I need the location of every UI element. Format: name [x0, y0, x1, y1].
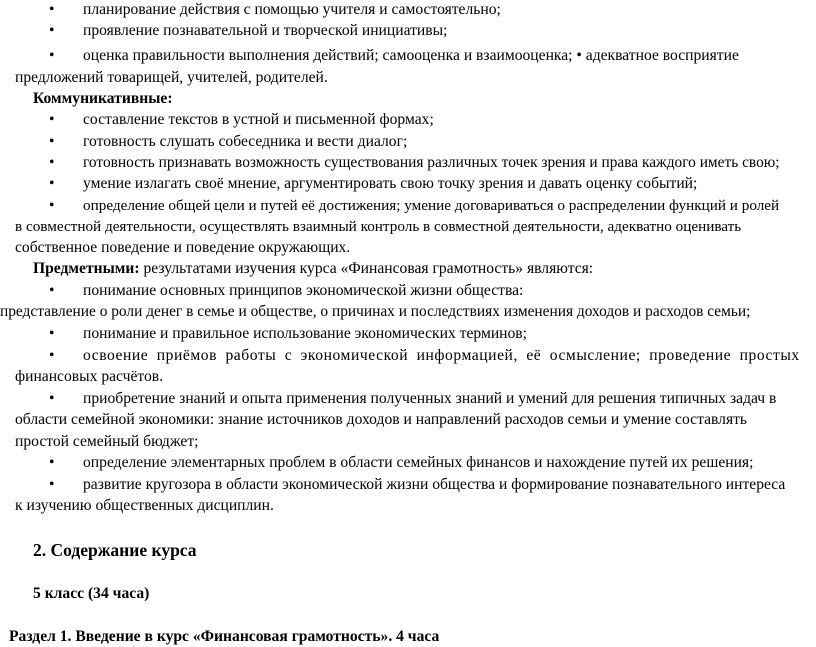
list-item-continuation: представление о роли денег в семье и обществе, о причинах и последствиях изменения доходов и расходов семьи; [0, 303, 751, 320]
list-item: составление текстов в устной и письменной формах; [83, 111, 434, 128]
list-item: умение излагать своё мнение, аргументировать свою точку зрения и давать оценку событий; [83, 175, 698, 192]
bullet: • [49, 454, 55, 471]
bullet: • [49, 282, 55, 299]
list-item: развитие кругозора в области экономической жизни общества и формирование познавательного интереса [83, 476, 786, 493]
bullet: • [49, 476, 55, 493]
list-item: освоение приёмов работы с экономической информацией, её осмысление; проведение простых [83, 347, 800, 364]
list-item-continuation: собственное поведение и поведение окружающих. [15, 239, 351, 256]
list-item-continuation: в совместной деятельности, осуществлять взаимный контроль в совместной деятельности, адекватно оценивать [15, 218, 742, 235]
list-item-continuation: к изучению общественных дисциплин. [15, 497, 274, 514]
list-item: готовность слушать собеседника и вести диалог; [83, 133, 408, 150]
list-item: готовность признавать возможность существования различных точек зрения и права каждого иметь свою; [83, 154, 780, 171]
bullet: • [49, 1, 55, 18]
list-item: приобретение знаний и опыта применения полученных знаний и умений для решения типичных задач в [83, 390, 777, 407]
list-item [83, 45, 809, 66]
bullet: • [49, 347, 55, 364]
list-item: понимание основных принципов экономической жизни общества: [83, 282, 524, 299]
grade-heading: 5 класс (34 часа) [33, 585, 150, 602]
bullet: • [49, 133, 55, 150]
section-title: Содержание курса [46, 540, 197, 560]
list-item: определение элементарных проблем в области семейных финансов и нахождение путей их решения; [83, 454, 754, 471]
bullet: • [49, 154, 55, 171]
bullet: • [49, 111, 55, 128]
bullet: • [49, 22, 55, 39]
section-heading [33, 540, 197, 561]
list-item-continuation: простой семейный бюджет; [15, 433, 199, 450]
bullet: • [49, 325, 55, 342]
bullet: • [49, 47, 55, 64]
bullet: • [49, 175, 55, 192]
bullet: • [49, 390, 55, 407]
subject-intro-text: результатами изучения курса «Финансовая грамотность» являются: [139, 260, 594, 277]
unit-heading: Раздел 1. Введение в курс «Финансовая грамотность». 4 часа [9, 628, 440, 645]
list-item-continuation: финансовых расчётов. [15, 368, 164, 385]
justified-text: оценка правильности выполнения действий; самооценка и взаимооценка; • адекватное восприятие [83, 47, 739, 64]
list-item: проявление познавательной и творческой инициативы; [83, 22, 448, 39]
bullet: • [49, 197, 55, 214]
subject-heading: Предметными: [33, 260, 140, 277]
list-item-continuation: предложений товарищей, учителей, родителей. [15, 69, 328, 86]
list-item-continuation: области семейной экономики: знание источников доходов и направлений расходов семьи и умение составлять [15, 411, 748, 428]
communicative-heading: Коммуникативные: [33, 90, 173, 107]
list-item: понимание и правильное использование экономических терминов; [83, 325, 528, 342]
list-item: определение общей цели и путей её достижения; умение договариваться о распределении функций и ролей [83, 197, 780, 214]
section-number: 2. [33, 540, 47, 560]
list-item: планирование действия с помощью учителя и самостоятельно; [83, 1, 501, 18]
subject-results-intro [33, 258, 593, 279]
